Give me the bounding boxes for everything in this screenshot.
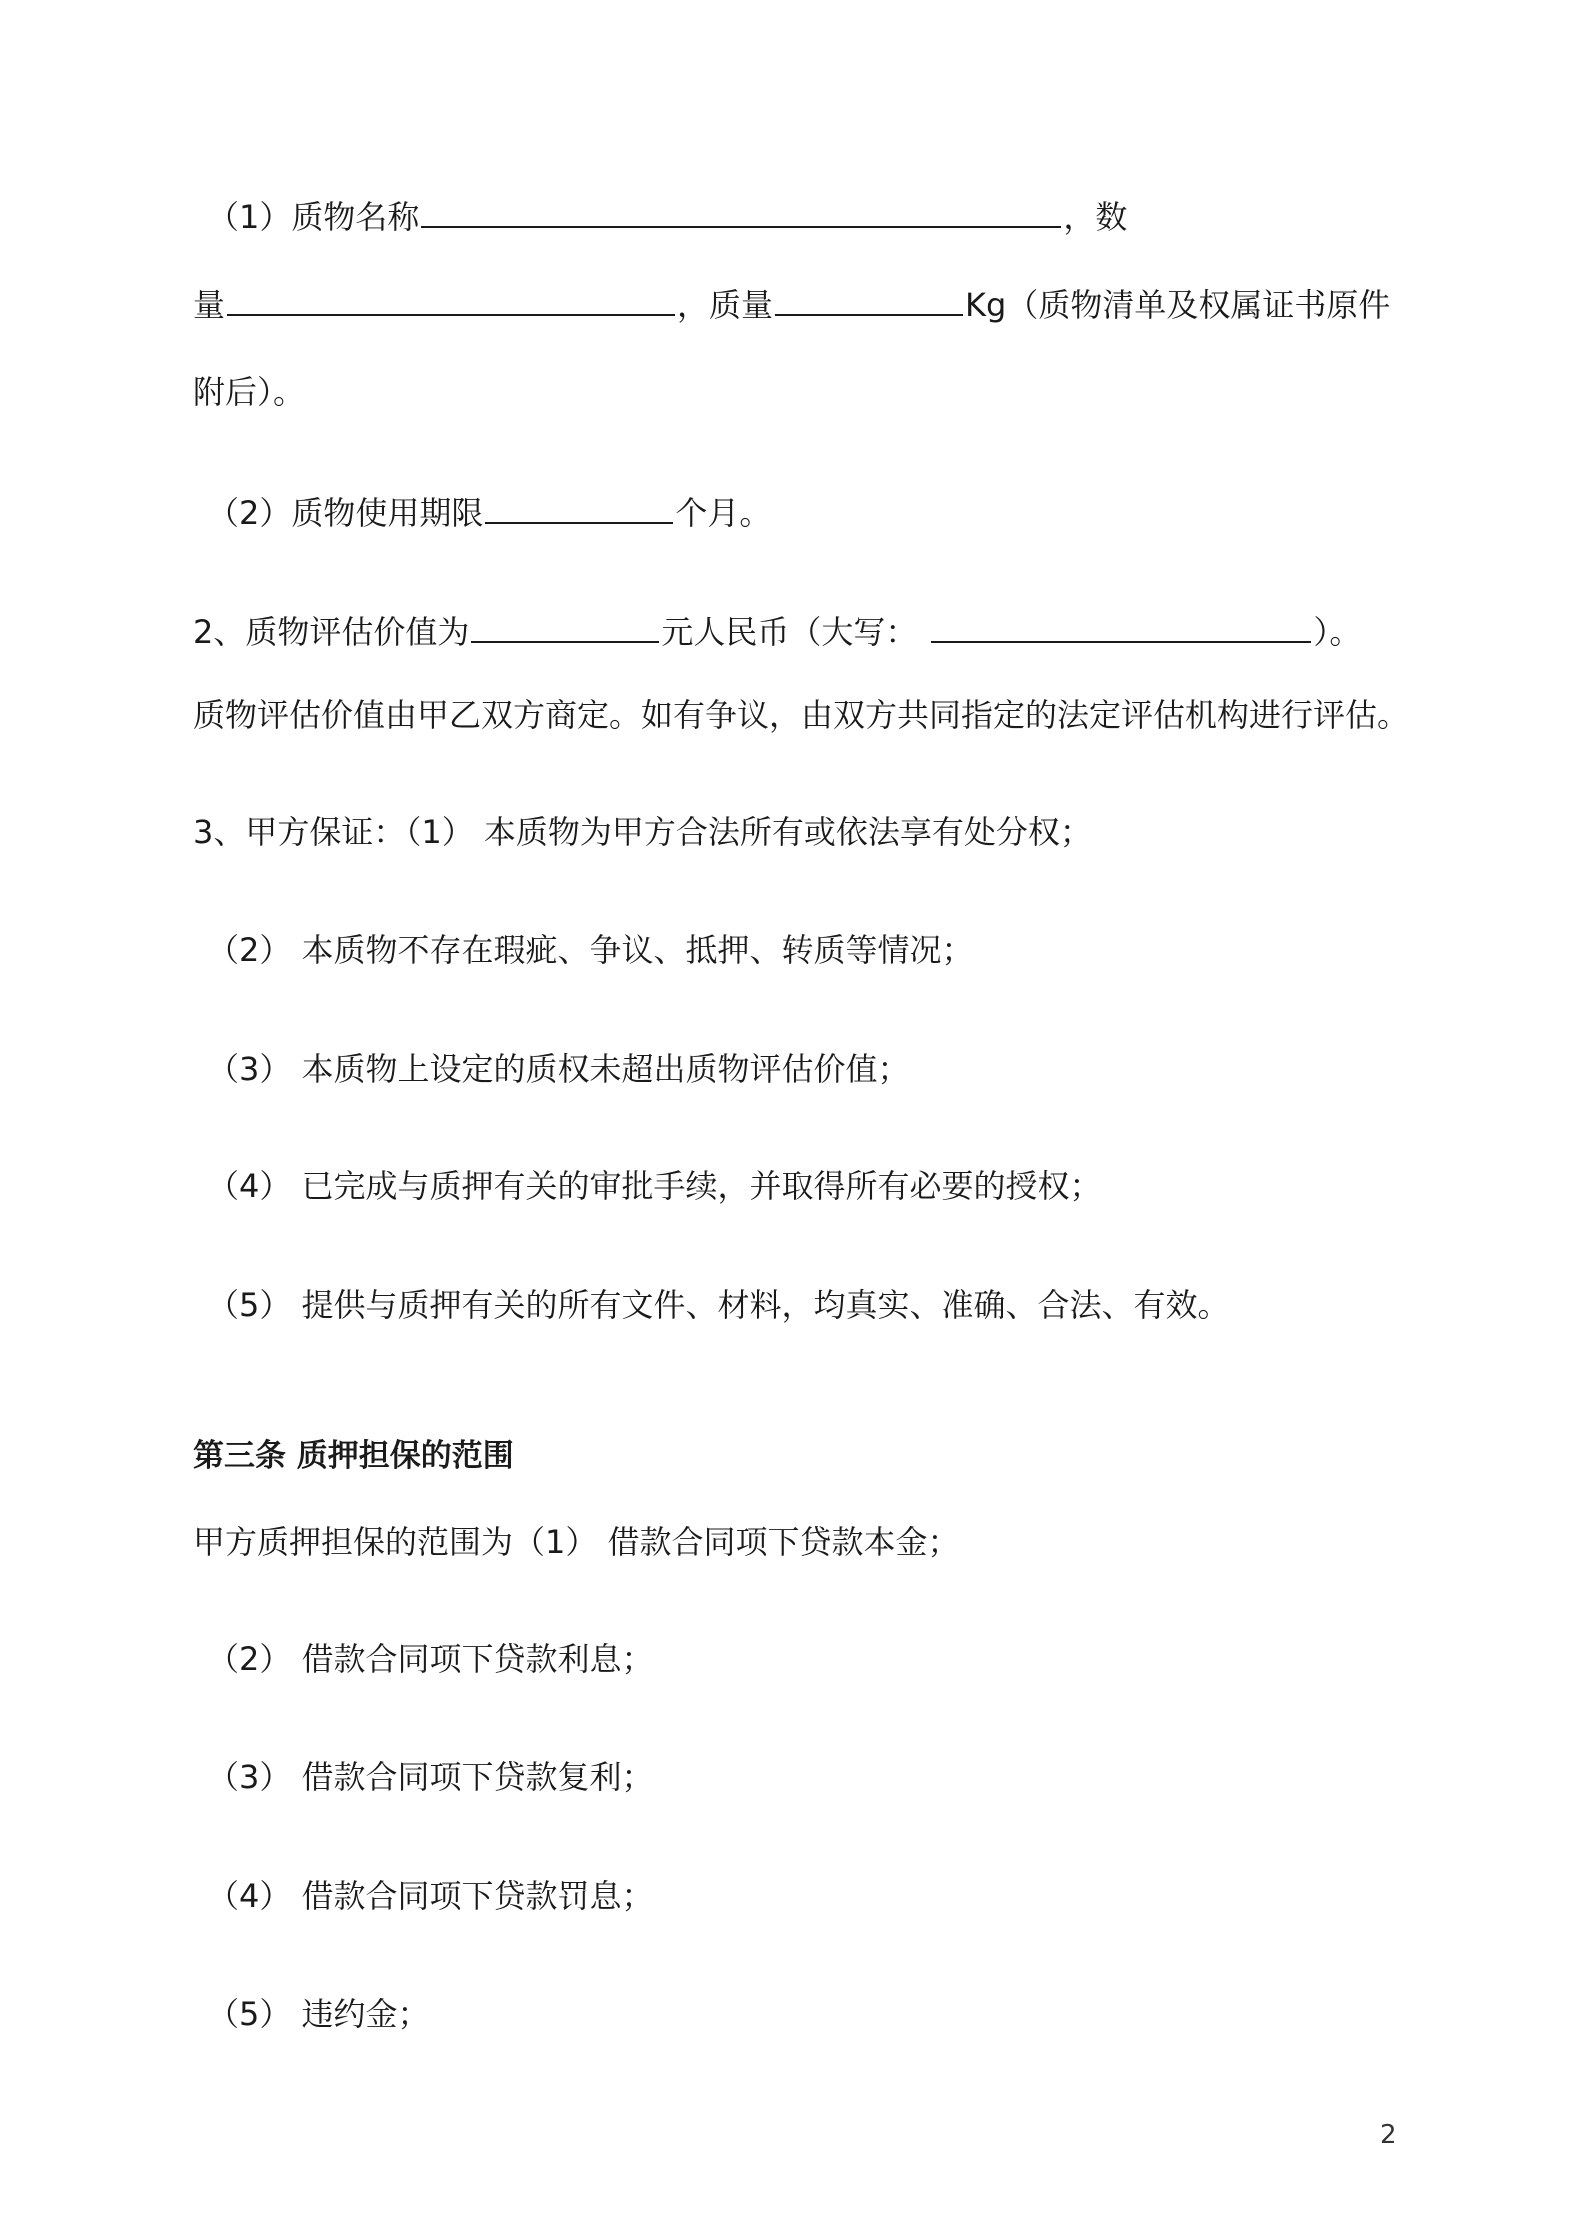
usage-term-unit: 个月。 — [675, 494, 772, 532]
quantity-weight-line — [193, 280, 1390, 327]
page-number: 2 — [1380, 2120, 1397, 2150]
scope-item: （4） 借款合同项下贷款罚息； — [207, 1877, 654, 1915]
pledge-name-field[interactable] — [421, 192, 1061, 228]
quantity-label-start: ，数 — [1063, 198, 1128, 236]
scope-intro: 甲方质押担保的范围为（1） 借款合同项下贷款本金； — [193, 1523, 960, 1561]
pledge-name-label: （1）质物名称 — [207, 198, 420, 236]
usage-term-label: （2）质物使用期限 — [207, 494, 484, 532]
scope-item: （2） 借款合同项下贷款利息； — [207, 1640, 654, 1678]
quantity-field[interactable] — [227, 280, 675, 316]
valuation-line — [193, 607, 1361, 654]
valuation-uppercase-field[interactable] — [931, 607, 1311, 643]
weight-unit-note: Kg（质物清单及权属证书原件 — [965, 286, 1391, 324]
article-3-heading: 第三条 质押担保的范围 — [193, 1438, 514, 1474]
guarantee-item: （3） 本质物上设定的质权未超出质物评估价值； — [207, 1050, 910, 1088]
guarantee-item: （2） 本质物不存在瑕疵、争议、抵押、转质等情况； — [207, 931, 974, 969]
valuation-uppercase-label: 元人民币（大写： — [661, 613, 918, 651]
guarantee-item: （4） 已完成与质押有关的审批手续，并取得所有必要的授权； — [207, 1167, 1102, 1205]
attachment-note: 附后）。 — [193, 373, 306, 411]
scope-item: （5） 违约金； — [207, 1995, 430, 2033]
valuation-amount-field[interactable] — [471, 607, 659, 643]
quantity-label-end: 量 — [193, 286, 226, 324]
guarantee-item: （5） 提供与质押有关的所有文件、材料，均真实、准确、合法、有效。 — [207, 1286, 1230, 1324]
usage-term-line — [207, 488, 771, 535]
scope-item: （3） 借款合同项下贷款复利； — [207, 1758, 654, 1796]
valuation-label: 2、质物评估价值为 — [193, 613, 470, 651]
usage-term-field[interactable] — [485, 488, 673, 524]
valuation-note: 质物评估价值由甲乙双方商定。如有争议，由双方共同指定的法定评估机构进行评估。 — [193, 696, 1410, 734]
valuation-close: ）。 — [1313, 613, 1362, 651]
weight-label: ，质量 — [677, 286, 774, 324]
weight-field[interactable] — [775, 280, 963, 316]
guarantee-clause: 3、甲方保证：（1） 本质物为甲方合法所有或依法享有处分权； — [193, 813, 1092, 851]
pledge-name-line — [207, 192, 1127, 239]
